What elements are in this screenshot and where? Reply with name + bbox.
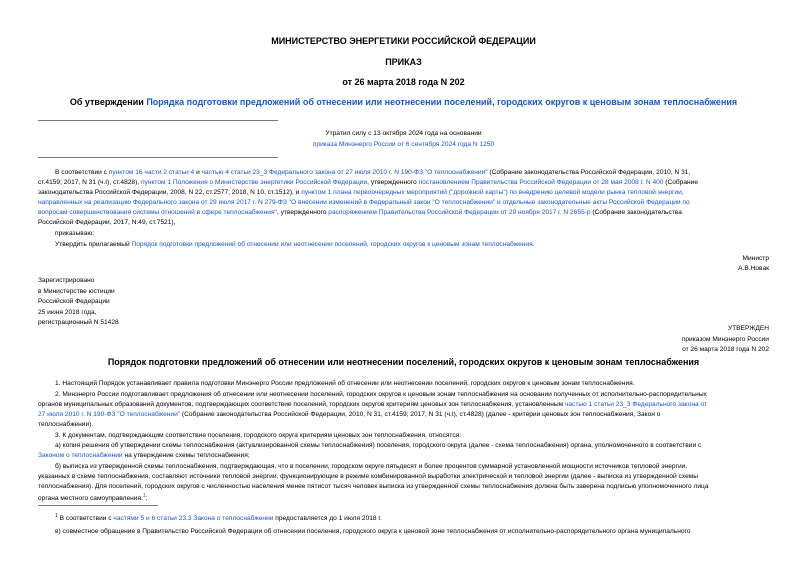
paragraph-3: 3. К документам, подтверждающим соответствие поселения, городского округа критериям ценовых зон теплоснабжения, относятся: <box>55 432 462 439</box>
law-link[interactable]: частью 1 статьи 23_3 Федерального закона от <box>564 401 708 408</box>
law-link[interactable]: 27 июля 2010 г. N 190-ФЗ "О теплоснабжении" <box>38 411 181 418</box>
law-link[interactable]: пунктом 16 части 2 статьи 4 <box>108 169 195 176</box>
law-link[interactable]: Законом о теплоснабжении <box>38 452 123 459</box>
footnote-marker[interactable]: 1 <box>142 493 146 499</box>
validity-note: Утратил силу с 13 октября 2024 года на основании <box>325 130 482 137</box>
roadmap-link[interactable]: вопросам совершенствования системы отношений в сфере теплоснабжения" <box>38 209 277 216</box>
procedure-title: Порядок подготовки предложений об отнесении или неотнесении поселений, городских округов к ценовым зонам теплоснабжения <box>107 357 700 367</box>
law-link[interactable]: частями 5 и 6 статьи 23.3 Закона о теплоснабжении <box>113 515 274 523</box>
footnote: $^1$ В соответствии с частями 5 и 6 статьи 23.3 Закона о теплоснабжении предоставляется до 1 июля 2018 г. <box>55 513 382 523</box>
order-link[interactable]: распоряжением Правительства Российской Федерации от 29 ноября 2017 г. N 2655-р <box>328 209 591 216</box>
order-heading: ПРИКАЗ <box>385 57 422 67</box>
signature-name: А.В.Новак <box>738 265 769 272</box>
divider <box>38 157 278 158</box>
ministry-heading: МИНИСТЕРСТВО ЭНЕРГЕТИКИ РОССИЙСКОЙ ФЕДЕРАЦИИ <box>271 36 536 46</box>
regulation-link[interactable]: пунктом 1 Положения о Министерстве энергетики Российской Федерации <box>140 179 368 186</box>
resolution-link[interactable]: постановлением Правительства Российской Федерации от 28 мая 2008 г. N 400 <box>418 179 664 186</box>
law-link[interactable]: частью 4 статьи 23_3 Федерального закона от 27 июля 2010 г. N 190-ФЗ "О теплоснабжении" <box>201 169 488 176</box>
paragraph-1: 1. Настоящий Порядок устанавливает правила подготовки Минэнерго России предложений об отнесении или неотнесении поселений, городских округов к ценовым зонам теплоснабжения. <box>55 380 635 387</box>
procedure-title-link[interactable]: Порядка подготовки предложений об отнесении или неотнесении поселений, городских округов к ценовым зонам теплоснабжения <box>146 97 738 107</box>
roadmap-link[interactable]: пунктом 1 плана первоочередных мероприятий ("дорожной карты") по внедрению целевой модели рынка тепловой энергии, <box>301 189 684 196</box>
subparagraph-a: а) копия решения об утверждении схемы теплоснабжения (актуализированной схемы теплоснабжения) поселения, городского округа (далее - схема теплоснабжения) органа, уполномоченного в соответствии с <box>55 442 702 449</box>
document-page: МИНИСТЕРСТВО ЭНЕРГЕТИКИ РОССИЙСКОЙ ФЕДЕРАЦИИ ПРИКАЗ от 26 марта 2018 года N 202 Об утверждении Порядка подготовки предложений об отнесении или неотнесении поселений, городских округов к ценовым зонам теплоснабжения Утратил силу с 13 октября 2024 года на основании приказа Минэнерго России от 6 сентября 2024 года N 1250 В соответствии с пунктом 16 части 2 статьи 4 и частью 4 статьи 23_3 Федерального закона от 27 июля 2010 г. N 190-ФЗ "О теплоснабжении" (Собрание законодательства Российской Федерации, 2010, N 31, ст.4159; 2017, N 31 (ч.I), ст.4828), пунктом 1 Положения о Министерстве энергетики Российской Федерации, утвержденного постановлением Правительства Российской Федерации от 28 мая 2008 г. N 400 (Собрание законодательства Российской Федерации, 2008, N 22, ст.2577; 2018, N 10, ст.1512), и пунктом 1 плана первоочередных мероприятий ("дорожной карты") по внедрению целевой модели рынка тепловой энергии, направленных на реализацию Федерального закона от 29 июля 2017 г. N 279-ФЗ "О внесении изменений в Федеральный закон "О теплоснабжении" и отдельные законодательные акты Российской Федерации по вопросам совершенствования системы отношений в сфере теплоснабжения", утвержденного распоряжением Правительства Российской Федерации от 29 ноября 2017 г. N 2655-р (Собрание законодательства Российской Федерации, 2017, N.49, ст.7521), приказываю: Утвердить прилагаемый Порядок подготовки предложений об отнесении или неотнесении поселений, городских округов к ценовым зонам теплоснабжения. Министр А.В.Новак Зарегистрировано в Министерстве юстиции Российской Федерации 25 июня 2018 года, регистрационный N 51428 УТВЕРЖДЕН приказом Минэнерго России от 26 марта 2018 года N 202 Порядок подготовки предложений об отнесении или неотнесении поселений, городских округов к ценовым зонам теплоснабжения 1. Настоящий Порядок устанавливает правила подготовки Минэнерго России предложений об отнесении или неотнесении поселений, городских округов к ценовым зонам теплоснабжения. 2. Минэнерго России подготавливает предложения об отнесении или неотнесении поселений, городских округов к ценовым зонам теплоснабжения на основании полученных от исполнительно-распорядительных органов муниципальных образований документов, подтверждающих соответствие поселений, городских округов критериям ценовых зон теплоснабжения, установленным частью 1 статьи 23_3 Федерального закона от 27 июля 2010 г. N 190-ФЗ "О теплоснабжении" (Собрание законодательства Российской Федерации, 2010, N 31, ст.4159; 2017, N 31 (ч.I), ст.4828) (далее - критерии ценовых зон теплоснабжения, Закон о теплоснабжении). 3. К документам, подтверждающим соответствие поселения, городского округа критериям ценовых зон теплоснабжения, относятся: а) копия решения об утверждении схемы теплоснабжения (актуализированной схемы теплоснабжения) поселения, городского округа (далее - схема теплоснабжения) органа, уполномоченного в соответствии с Законом о теплоснабжении на утверждение схемы теплоснабжения; б) выписка из утвержденной схемы теплоснабжения, подтверждающая, что в поселении, городском округе пятьдесят и более процентов суммарной установленной мощности источников тепловой энергии, указанных в схеме теплоснабжения, составляют источники тепловой энергии, функционирующие в режиме комбинированной выработки электрической и тепловой энергии (далее - выписка из утвержденной схемы теплоснабжения). Для поселений, городских округов с численностью населения менее пятисот тысяч человек выписка из утвержденной схемы теплоснабжения должна быть заверена подписью уполномоченного лица органа местного самоуправления.$^1$; $^1$ В соответствии с частями 5 и 6 статьи 23.3 Закона о теплоснабжении предоставляется до 1 июля 2018 г. в) совместное обращение в Правительство Российской Федерации об отнесении поселения, городского округа к ценовой зоне теплоснабжения от исполнительно-распорядительного органа муниципального <box>0 0 807 571</box>
paragraph-2: 2. Минэнерго России подготавливает предложения об отнесении или неотнесении поселений, городских округов к ценовым зонам теплоснабжения на основании полученных от исполнительно-распорядительных <box>55 391 707 398</box>
footnote-divider <box>38 505 158 506</box>
subparagraph-c: в) совместное обращение в Правительство Российской Федерации об отнесении поселения, городского округа к ценовой зоне теплоснабжения от исполнительно-распорядительного органа муниципального <box>55 528 691 535</box>
procedure-link[interactable]: Порядок подготовки предложений об отнесении или неотнесении поселений, городских округов к ценовым зонам теплоснабжения <box>131 241 533 248</box>
signature-position: Министр <box>742 255 769 262</box>
roadmap-link[interactable]: направленных на реализацию Федерального закона от 29 июля 2017 г. N 279-ФЗ "О внесении изменений в Федеральный закон "О теплоснабжении" и отдельные законодательные акты Российской Федерации по <box>38 199 690 206</box>
order-date-number: от 26 марта 2018 года N 202 <box>342 77 465 87</box>
order-title: Об утверждении Порядка подготовки предложений об отнесении или неотнесении поселений, городских округов к ценовым зонам теплоснабжения <box>69 97 738 107</box>
subparagraph-b: б) выписка из утвержденной схемы теплоснабжения, подтверждающая, что в поселении, городском округе пятьдесят и более процентов суммарной установленной мощности источников тепловой энергии, <box>55 463 688 470</box>
repeal-order-link[interactable]: приказа Минэнерго России от 6 сентября 2024 года N 1250 <box>312 141 495 148</box>
divider <box>38 120 278 121</box>
